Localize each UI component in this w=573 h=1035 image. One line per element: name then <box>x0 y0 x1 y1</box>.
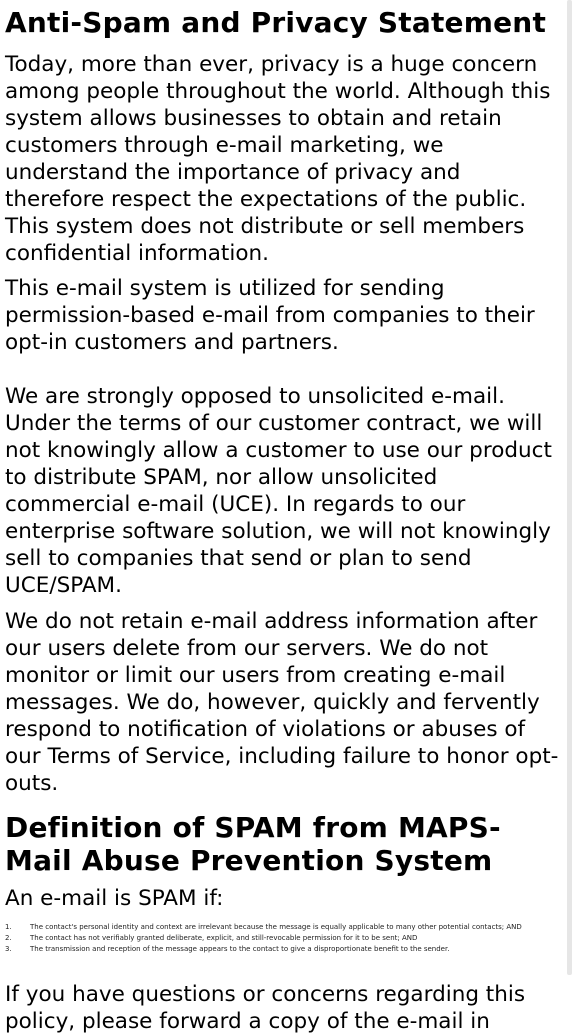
spam-criteria-list <box>5 922 565 955</box>
list-item <box>5 944 565 955</box>
list-item-text: The contact has not verifiably granted deliberate, explicit, and still-revocable permission for it to be sent; AND <box>30 934 418 942</box>
contact-paragraph: If you have questions or concerns regarding this policy, please forward a copy of the e-mail in <box>5 982 526 1034</box>
data-retention-paragraph: We do not retain e-mail address information after our users delete from our servers. We do not monitor or limit our users from creating e-mail messages. We do, however, quickly and fervently respond to notification of violations or abuses of our Terms of Service, including failure to honor opt-outs. <box>5 609 559 796</box>
anti-spam-paragraph: We are strongly opposed to unsolicited e-mail. Under the terms of our customer contract, we will not knowingly allow a customer to use our product to distribute SPAM, nor allow unsolicited commercial e-mail (UCE). In regards to our enterprise software solution, we will not knowingly sell to companies that send or plan to send UCE/SPAM. <box>5 384 552 598</box>
spam-intro-text: An e-mail is SPAM if: <box>5 886 224 911</box>
list-item-text: The transmission and reception of the message appears to the contact to give a disproportionate benefit to the sender. <box>30 945 450 953</box>
spam-definition-heading: Definition of SPAM from MAPS- Mail Abuse Prevention System <box>5 811 501 877</box>
vertical-scrollbar[interactable] <box>566 0 573 1020</box>
list-item <box>5 922 565 933</box>
list-item <box>5 933 565 944</box>
list-item-number: 1. <box>5 923 12 931</box>
list-item-number: 2. <box>5 934 12 942</box>
list-item-text: The contact's personal identity and context are irrelevant because the message is equally applicable to many other potential contacts; AND <box>30 923 522 931</box>
scrollbar-thumb[interactable] <box>567 0 572 975</box>
permission-based-paragraph: This e-mail system is utilized for sending permission-based e-mail from companies to their opt-in customers and partners. <box>5 276 535 355</box>
list-item-number: 3. <box>5 945 12 953</box>
privacy-statement-page <box>5 0 565 1035</box>
privacy-intro-paragraph: Today, more than ever, privacy is a huge concern among people throughout the world. Although this system allows businesses to obtain and retain customers through e-mail marketing, we understand the importance of privacy and therefore respect the expectations of the public. This system does not distribute or sell members confidential information. <box>5 52 551 266</box>
page-title: Anti-Spam and Privacy Statement <box>5 6 547 39</box>
